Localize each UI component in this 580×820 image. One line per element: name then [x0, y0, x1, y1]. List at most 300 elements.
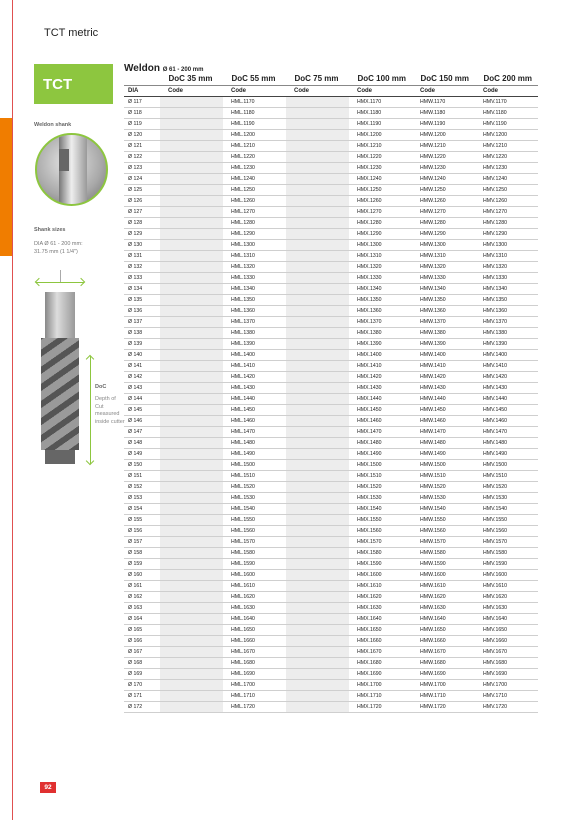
code-cell: HML.1310 — [223, 251, 286, 262]
code-cell: HMV.1460 — [475, 416, 538, 427]
code-cell: HMX.1720 — [349, 702, 412, 713]
code-cell: HMX.1530 — [349, 493, 412, 504]
code-cell — [160, 592, 223, 603]
code-cell: HMV.1650 — [475, 625, 538, 636]
code-cell: HMX.1410 — [349, 361, 412, 372]
table-row — [124, 262, 538, 273]
table-row — [124, 691, 538, 702]
code-cell: HML.1500 — [223, 460, 286, 471]
code-cell: HMV.1360 — [475, 306, 538, 317]
dia-cell: Ø 145 — [124, 405, 160, 416]
code-cell: HMW.1270 — [412, 207, 475, 218]
code-cell: HMX.1700 — [349, 680, 412, 691]
code-cell: HMX.1670 — [349, 647, 412, 658]
code-cell: HMV.1200 — [475, 130, 538, 141]
weldon-shank-photo-icon — [35, 133, 108, 206]
code-cell — [286, 636, 349, 647]
code-cell — [160, 174, 223, 185]
table-row — [124, 152, 538, 163]
code-header: Code — [475, 86, 538, 97]
dia-cell: Ø 142 — [124, 372, 160, 383]
code-cell: HMX.1520 — [349, 482, 412, 493]
code-cell — [160, 339, 223, 350]
table-title-sub: Ø 61 - 200 mm — [162, 67, 204, 73]
margin-line — [12, 0, 13, 820]
code-header: Code — [349, 86, 412, 97]
code-cell: HMX.1420 — [349, 372, 412, 383]
code-cell: HML.1170 — [223, 97, 286, 108]
code-cell: HMW.1680 — [412, 658, 475, 669]
table-row — [124, 97, 538, 108]
code-cell: HMX.1470 — [349, 427, 412, 438]
code-cell: HMW.1430 — [412, 383, 475, 394]
dia-cell: Ø 125 — [124, 185, 160, 196]
table-row — [124, 482, 538, 493]
code-cell — [286, 251, 349, 262]
code-cell: HMW.1260 — [412, 196, 475, 207]
code-cell: HML.1190 — [223, 119, 286, 130]
code-cell — [160, 526, 223, 537]
table-row — [124, 207, 538, 218]
code-cell: HMV.1570 — [475, 537, 538, 548]
code-cell — [286, 218, 349, 229]
code-cell: HMX.1370 — [349, 317, 412, 328]
shank-sizes-text: DIA Ø 61 - 200 mm: 31.75 mm (1 1/4") — [34, 241, 83, 255]
code-cell — [160, 97, 223, 108]
dia-cell: Ø 129 — [124, 229, 160, 240]
code-cell — [286, 339, 349, 350]
code-cell — [160, 273, 223, 284]
table-row — [124, 185, 538, 196]
dia-header: DIA — [124, 86, 160, 97]
code-cell — [160, 658, 223, 669]
code-cell: HMW.1330 — [412, 273, 475, 284]
code-cell — [286, 504, 349, 515]
code-cell — [160, 581, 223, 592]
code-cell: HML.1720 — [223, 702, 286, 713]
code-header: Code — [160, 86, 223, 97]
code-cell: HML.1450 — [223, 405, 286, 416]
code-cell: HMV.1450 — [475, 405, 538, 416]
code-cell: HMW.1250 — [412, 185, 475, 196]
dia-cell: Ø 150 — [124, 460, 160, 471]
code-cell — [160, 185, 223, 196]
dia-cell: Ø 164 — [124, 614, 160, 625]
code-cell: HMW.1190 — [412, 119, 475, 130]
code-cell — [160, 372, 223, 383]
code-cell: HMW.1660 — [412, 636, 475, 647]
code-cell: HMV.1380 — [475, 328, 538, 339]
doc-header: DoC 200 mm — [475, 73, 538, 86]
code-cell: HMX.1710 — [349, 691, 412, 702]
code-cell — [160, 669, 223, 680]
code-cell: HMW.1180 — [412, 108, 475, 119]
code-cell: HMX.1300 — [349, 240, 412, 251]
code-cell: HMW.1620 — [412, 592, 475, 603]
code-cell: HML.1660 — [223, 636, 286, 647]
code-cell — [160, 108, 223, 119]
code-cell: HML.1440 — [223, 394, 286, 405]
code-cell: HMV.1580 — [475, 548, 538, 559]
code-cell: HML.1380 — [223, 328, 286, 339]
code-cell — [286, 295, 349, 306]
table-row — [124, 394, 538, 405]
code-cell — [286, 427, 349, 438]
code-cell: HMW.1630 — [412, 603, 475, 614]
code-cell: HMX.1270 — [349, 207, 412, 218]
code-cell — [286, 592, 349, 603]
code-cell: HML.1370 — [223, 317, 286, 328]
code-cell: HMW.1490 — [412, 449, 475, 460]
code-cell — [286, 108, 349, 119]
table-row — [124, 119, 538, 130]
code-cell: HMX.1350 — [349, 295, 412, 306]
code-cell: HMX.1580 — [349, 548, 412, 559]
code-cell: HML.1390 — [223, 339, 286, 350]
code-cell — [286, 262, 349, 273]
table-row — [124, 526, 538, 537]
code-cell: HMW.1290 — [412, 229, 475, 240]
code-cell: HML.1200 — [223, 130, 286, 141]
code-cell — [286, 328, 349, 339]
dia-cell: Ø 119 — [124, 119, 160, 130]
code-cell: HMW.1170 — [412, 97, 475, 108]
code-cell — [286, 405, 349, 416]
code-cell: HMV.1330 — [475, 273, 538, 284]
code-cell: HML.1300 — [223, 240, 286, 251]
code-cell: HMX.1660 — [349, 636, 412, 647]
dia-cell: Ø 117 — [124, 97, 160, 108]
doc-header: DoC 75 mm — [286, 73, 349, 86]
code-cell — [160, 405, 223, 416]
code-cell: HML.1480 — [223, 438, 286, 449]
table-row — [124, 295, 538, 306]
code-cell: HML.1680 — [223, 658, 286, 669]
code-cell — [286, 394, 349, 405]
code-cell: HML.1470 — [223, 427, 286, 438]
code-cell: HMW.1520 — [412, 482, 475, 493]
code-cell: HML.1510 — [223, 471, 286, 482]
code-cell — [160, 240, 223, 251]
code-cell: HML.1240 — [223, 174, 286, 185]
code-cell: HMX.1250 — [349, 185, 412, 196]
code-cell: HMX.1360 — [349, 306, 412, 317]
code-cell: HMW.1340 — [412, 284, 475, 295]
code-cell: HMV.1620 — [475, 592, 538, 603]
code-cell: HMV.1320 — [475, 262, 538, 273]
table-row — [124, 702, 538, 713]
table-row — [124, 603, 538, 614]
code-cell: HMX.1290 — [349, 229, 412, 240]
table-row — [124, 405, 538, 416]
code-header: Code — [412, 86, 475, 97]
table-row — [124, 196, 538, 207]
code-cell: HML.1690 — [223, 669, 286, 680]
code-cell — [160, 218, 223, 229]
code-cell — [286, 383, 349, 394]
dia-cell: Ø 128 — [124, 218, 160, 229]
code-cell — [286, 416, 349, 427]
table-row — [124, 658, 538, 669]
code-cell: HMV.1510 — [475, 471, 538, 482]
code-cell: HMW.1590 — [412, 559, 475, 570]
code-cell: HMV.1230 — [475, 163, 538, 174]
dia-cell: Ø 148 — [124, 438, 160, 449]
code-cell — [160, 559, 223, 570]
code-cell: HMX.1640 — [349, 614, 412, 625]
code-cell: HMX.1620 — [349, 592, 412, 603]
code-cell: HMV.1350 — [475, 295, 538, 306]
table-row — [124, 537, 538, 548]
code-cell: HMV.1370 — [475, 317, 538, 328]
code-cell: HMV.1410 — [475, 361, 538, 372]
code-cell: HMV.1680 — [475, 658, 538, 669]
dia-cell: Ø 135 — [124, 295, 160, 306]
code-cell: HMV.1310 — [475, 251, 538, 262]
code-cell: HML.1290 — [223, 229, 286, 240]
code-cell: HMV.1630 — [475, 603, 538, 614]
code-cell: HMX.1330 — [349, 273, 412, 284]
product-table — [124, 73, 538, 713]
code-cell: HMX.1320 — [349, 262, 412, 273]
code-cell — [160, 141, 223, 152]
code-cell — [286, 471, 349, 482]
code-cell — [160, 570, 223, 581]
code-cell — [160, 295, 223, 306]
code-cell — [160, 152, 223, 163]
dia-cell: Ø 120 — [124, 130, 160, 141]
code-cell: HMV.1170 — [475, 97, 538, 108]
code-cell: HMW.1230 — [412, 163, 475, 174]
code-cell: HML.1700 — [223, 680, 286, 691]
code-cell: HMW.1540 — [412, 504, 475, 515]
code-cell: HMV.1390 — [475, 339, 538, 350]
code-cell — [286, 603, 349, 614]
code-cell — [286, 284, 349, 295]
table-row — [124, 570, 538, 581]
code-cell: HML.1410 — [223, 361, 286, 372]
code-cell: HMX.1180 — [349, 108, 412, 119]
dia-cell: Ø 165 — [124, 625, 160, 636]
table-row — [124, 141, 538, 152]
code-cell: HMX.1450 — [349, 405, 412, 416]
code-cell: HML.1340 — [223, 284, 286, 295]
code-cell: HML.1600 — [223, 570, 286, 581]
code-cell: HMV.1430 — [475, 383, 538, 394]
code-cell — [160, 262, 223, 273]
code-cell: HML.1460 — [223, 416, 286, 427]
code-cell: HMV.1420 — [475, 372, 538, 383]
table-row — [124, 328, 538, 339]
code-cell: HMX.1540 — [349, 504, 412, 515]
code-cell — [286, 559, 349, 570]
code-cell — [160, 504, 223, 515]
code-cell: HMV.1400 — [475, 350, 538, 361]
code-cell: HMX.1560 — [349, 526, 412, 537]
table-row — [124, 130, 538, 141]
code-cell — [286, 537, 349, 548]
code-cell: HMX.1550 — [349, 515, 412, 526]
code-cell: HMW.1320 — [412, 262, 475, 273]
code-cell: HMV.1470 — [475, 427, 538, 438]
code-cell: HMV.1550 — [475, 515, 538, 526]
table-row — [124, 306, 538, 317]
code-cell — [286, 317, 349, 328]
code-cell: HMW.1440 — [412, 394, 475, 405]
code-cell: HMW.1280 — [412, 218, 475, 229]
table-row — [124, 636, 538, 647]
code-cell — [286, 372, 349, 383]
code-cell: HML.1530 — [223, 493, 286, 504]
code-cell: HMV.1500 — [475, 460, 538, 471]
code-cell: HMV.1270 — [475, 207, 538, 218]
code-cell: HMW.1610 — [412, 581, 475, 592]
code-cell: HMV.1300 — [475, 240, 538, 251]
code-cell — [286, 548, 349, 559]
code-cell — [286, 207, 349, 218]
code-cell: HML.1350 — [223, 295, 286, 306]
code-cell: HMW.1720 — [412, 702, 475, 713]
table-row — [124, 416, 538, 427]
table-row — [124, 174, 538, 185]
dia-cell: Ø 134 — [124, 284, 160, 295]
table-row — [124, 427, 538, 438]
code-cell: HMX.1510 — [349, 471, 412, 482]
code-cell: HMW.1480 — [412, 438, 475, 449]
depth-arrow-icon — [90, 356, 91, 464]
code-cell — [286, 482, 349, 493]
code-cell: HML.1430 — [223, 383, 286, 394]
code-cell: HMW.1560 — [412, 526, 475, 537]
code-cell: HMV.1250 — [475, 185, 538, 196]
code-cell — [160, 449, 223, 460]
table-row — [124, 614, 538, 625]
code-cell: HMV.1690 — [475, 669, 538, 680]
code-cell — [286, 515, 349, 526]
code-cell: HMW.1640 — [412, 614, 475, 625]
code-cell: HML.1210 — [223, 141, 286, 152]
dia-cell: Ø 141 — [124, 361, 160, 372]
code-cell: HMW.1200 — [412, 130, 475, 141]
code-cell — [286, 625, 349, 636]
table-row — [124, 460, 538, 471]
code-cell — [286, 273, 349, 284]
table-row — [124, 581, 538, 592]
table-row — [124, 163, 538, 174]
code-cell — [160, 350, 223, 361]
doc-header: DoC 55 mm — [223, 73, 286, 86]
code-cell — [286, 669, 349, 680]
dia-cell: Ø 130 — [124, 240, 160, 251]
code-cell — [286, 493, 349, 504]
code-cell — [286, 229, 349, 240]
code-cell — [160, 438, 223, 449]
code-cell: HMV.1340 — [475, 284, 538, 295]
dia-cell: Ø 123 — [124, 163, 160, 174]
dia-cell: Ø 146 — [124, 416, 160, 427]
shank-sizes-label: Shank sizes — [34, 227, 66, 233]
dia-cell: Ø 139 — [124, 339, 160, 350]
code-cell: HML.1710 — [223, 691, 286, 702]
code-cell: HMX.1220 — [349, 152, 412, 163]
dia-cell: Ø 170 — [124, 680, 160, 691]
code-cell: HMX.1380 — [349, 328, 412, 339]
dia-cell: Ø 153 — [124, 493, 160, 504]
code-cell: HMX.1440 — [349, 394, 412, 405]
code-cell: HML.1520 — [223, 482, 286, 493]
code-cell: HMW.1410 — [412, 361, 475, 372]
table-body — [124, 97, 538, 713]
code-cell — [160, 691, 223, 702]
code-cell: HMV.1640 — [475, 614, 538, 625]
dia-cell: Ø 160 — [124, 570, 160, 581]
code-cell — [160, 394, 223, 405]
code-cell: HMW.1600 — [412, 570, 475, 581]
code-cell: HMX.1490 — [349, 449, 412, 460]
code-cell: HMW.1570 — [412, 537, 475, 548]
dia-cell: Ø 172 — [124, 702, 160, 713]
table-row — [124, 339, 538, 350]
dia-cell: Ø 126 — [124, 196, 160, 207]
doc-label: DoC — [95, 384, 107, 390]
code-cell: HML.1180 — [223, 108, 286, 119]
code-cell: HMV.1520 — [475, 482, 538, 493]
code-cell — [286, 680, 349, 691]
code-cell: HMW.1460 — [412, 416, 475, 427]
page-title: TCT metric — [44, 27, 99, 39]
table-row — [124, 625, 538, 636]
code-cell — [286, 174, 349, 185]
dia-cell: Ø 158 — [124, 548, 160, 559]
code-cell: HML.1560 — [223, 526, 286, 537]
code-cell: HMV.1700 — [475, 680, 538, 691]
table-row — [124, 559, 538, 570]
code-cell — [160, 416, 223, 427]
dia-cell: Ø 138 — [124, 328, 160, 339]
code-cell — [160, 229, 223, 240]
code-cell: HMX.1430 — [349, 383, 412, 394]
page-number: 92 — [40, 782, 56, 793]
dia-cell: Ø 162 — [124, 592, 160, 603]
table-row — [124, 350, 538, 361]
code-cell — [286, 526, 349, 537]
code-cell: HML.1540 — [223, 504, 286, 515]
code-cell: HML.1280 — [223, 218, 286, 229]
code-cell — [160, 361, 223, 372]
code-cell: HMX.1600 — [349, 570, 412, 581]
code-cell: HML.1230 — [223, 163, 286, 174]
code-cell — [160, 207, 223, 218]
code-cell: HMV.1590 — [475, 559, 538, 570]
code-cell: HMX.1240 — [349, 174, 412, 185]
code-cell — [286, 240, 349, 251]
code-cell: HMW.1400 — [412, 350, 475, 361]
code-cell: HML.1220 — [223, 152, 286, 163]
table-row — [124, 361, 538, 372]
code-cell — [160, 471, 223, 482]
code-cell: HMW.1360 — [412, 306, 475, 317]
code-cell: HMW.1710 — [412, 691, 475, 702]
dia-cell: Ø 136 — [124, 306, 160, 317]
code-cell: HMV.1610 — [475, 581, 538, 592]
code-cell: HMW.1510 — [412, 471, 475, 482]
dia-cell: Ø 159 — [124, 559, 160, 570]
code-cell: HMX.1460 — [349, 416, 412, 427]
table-row — [124, 218, 538, 229]
code-cell: HML.1630 — [223, 603, 286, 614]
dia-cell: Ø 140 — [124, 350, 160, 361]
code-cell: HMW.1700 — [412, 680, 475, 691]
